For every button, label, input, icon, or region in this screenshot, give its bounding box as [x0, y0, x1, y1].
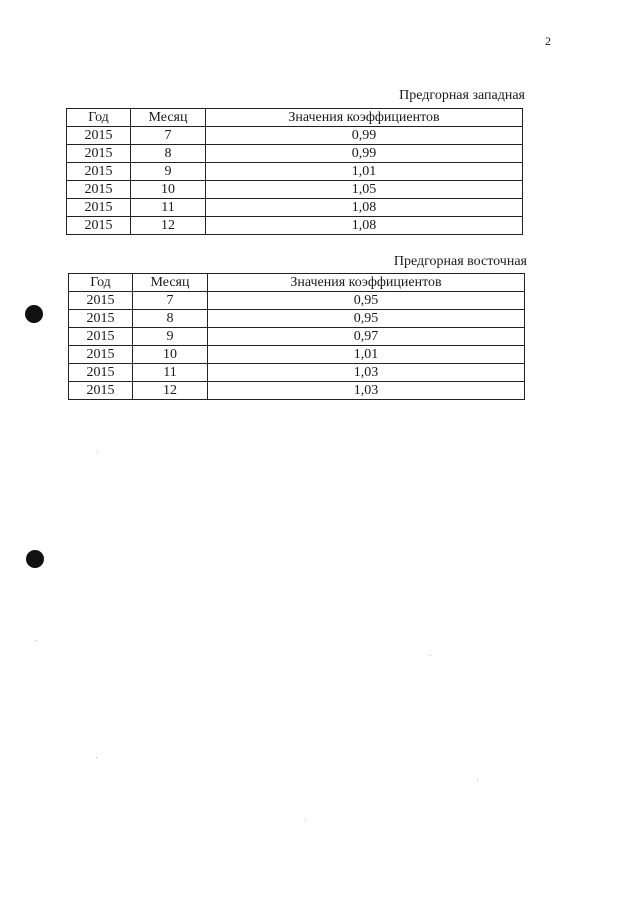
cell-year: 2015	[67, 145, 131, 163]
cell-value: 0,99	[206, 127, 523, 145]
cell-value: 1,03	[208, 382, 525, 400]
cell-month: 10	[131, 181, 206, 199]
cell-month: 9	[133, 328, 208, 346]
cell-year: 2015	[67, 163, 131, 181]
cell-value: 1,03	[208, 364, 525, 382]
cell-year: 2015	[69, 310, 133, 328]
table-2-caption: Предгорная восточная	[393, 254, 527, 269]
cell-value: 1,05	[206, 181, 523, 199]
cell-year: 2015	[69, 346, 133, 364]
header-value: Значения коэффициентов	[208, 274, 525, 292]
scan-speck	[430, 655, 431, 656]
cell-month: 7	[131, 127, 206, 145]
cell-month: 10	[133, 346, 208, 364]
table-header-row	[67, 109, 523, 127]
cell-month: 12	[133, 382, 208, 400]
cell-month: 8	[131, 145, 206, 163]
cell-year: 2015	[67, 217, 131, 235]
cell-value: 1,01	[208, 346, 525, 364]
cell-year: 2015	[69, 382, 133, 400]
table-row	[67, 217, 523, 235]
header-month: Месяц	[131, 109, 206, 127]
cell-month: 11	[131, 199, 206, 217]
cell-year: 2015	[67, 127, 131, 145]
cell-year: 2015	[69, 364, 133, 382]
scan-speck	[305, 820, 306, 821]
cell-year: 2015	[69, 292, 133, 310]
table-row	[67, 127, 523, 145]
cell-value: 0,99	[206, 145, 523, 163]
table-row	[67, 163, 523, 181]
header-month: Месяц	[133, 274, 208, 292]
cell-month: 8	[133, 310, 208, 328]
scan-speck	[97, 452, 98, 453]
table-row	[69, 364, 525, 382]
table-2	[68, 273, 525, 400]
table-row	[69, 292, 525, 310]
table-row	[69, 382, 525, 400]
cell-value: 0,97	[208, 328, 525, 346]
cell-value: 0,95	[208, 310, 525, 328]
header-year: Год	[69, 274, 133, 292]
table-row	[67, 145, 523, 163]
scan-speck	[96, 757, 97, 758]
table-header-row	[69, 274, 525, 292]
cell-month: 9	[131, 163, 206, 181]
cell-value: 1,01	[206, 163, 523, 181]
table-1-caption: Предгорная западная	[399, 88, 525, 103]
table-row	[67, 181, 523, 199]
cell-value: 1,08	[206, 199, 523, 217]
cell-year: 2015	[67, 199, 131, 217]
cell-month: 7	[133, 292, 208, 310]
header-value: Значения коэффициентов	[206, 109, 523, 127]
scan-speck	[477, 780, 478, 781]
cell-month: 11	[133, 364, 208, 382]
cell-value: 0,95	[208, 292, 525, 310]
table-1	[66, 108, 523, 235]
cell-value: 1,08	[206, 217, 523, 235]
page-number: 2	[545, 34, 551, 48]
punch-hole-bottom	[26, 550, 44, 568]
cell-month: 12	[131, 217, 206, 235]
table-row	[67, 199, 523, 217]
scan-speck	[36, 640, 37, 641]
table-row	[69, 328, 525, 346]
table-row	[69, 346, 525, 364]
table-row	[69, 310, 525, 328]
cell-year: 2015	[67, 181, 131, 199]
punch-hole-top	[25, 305, 43, 323]
cell-year: 2015	[69, 328, 133, 346]
header-year: Год	[67, 109, 131, 127]
